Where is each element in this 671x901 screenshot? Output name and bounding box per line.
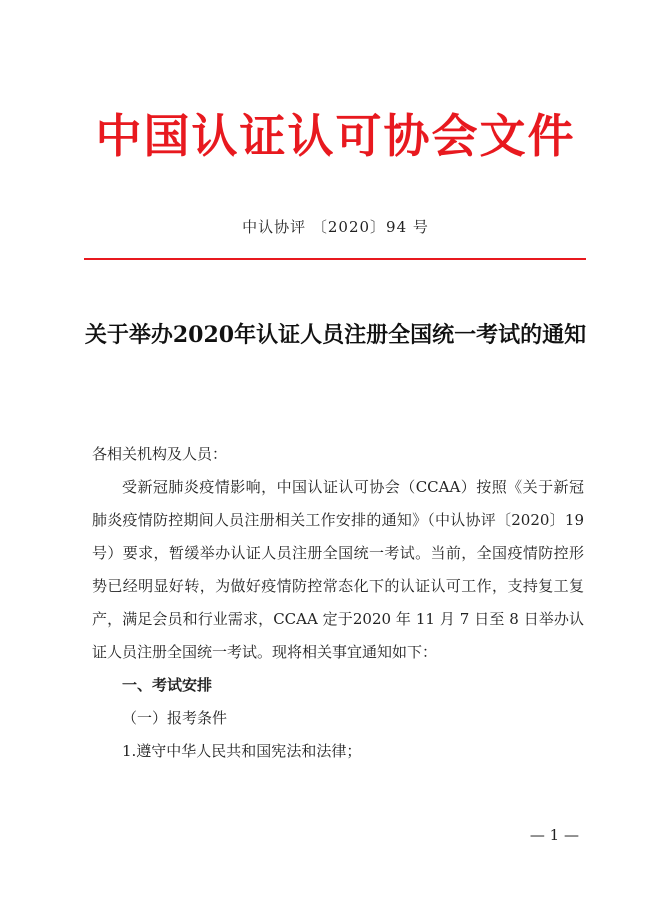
document-number: 中认协评 〔2020〕94 号: [242, 218, 429, 236]
section-heading: 一、考试安排: [122, 676, 213, 694]
letterhead-title: 中国认证认可协会文件: [95, 109, 576, 163]
document-body: [92, 438, 584, 768]
page-number: — 1 —: [529, 826, 579, 844]
letterhead-divider: [84, 258, 586, 260]
list-item: 1.遵守中华人民共和国宪法和法律；: [122, 742, 362, 760]
salutation: 各相关机构及人员：: [92, 445, 228, 463]
subsection-heading: （一）报考条件: [122, 709, 228, 727]
notice-title: 关于举办2020年认证人员注册全国统一考试的通知: [84, 322, 587, 348]
body-paragraph: 受新冠肺炎疫情影响，中国认证认可协会（CCAA）按照《关于新冠肺炎疫情防控期间人员注册相关工作安排的通知》（中认协评〔2020〕19 号）要求，暂缓举办认证人员注册全国统一考试。当前，全国疫情防控形势已经明显好转，为做好疫情防控常态化下的认证认可工作，支持复工复产，满足会员和行业需求，CCAA 定于2020 年 11 月 7 日至 8 日举办认证人员注册全国统一考试。现将相关事宜通知如下：: [92, 478, 584, 661]
